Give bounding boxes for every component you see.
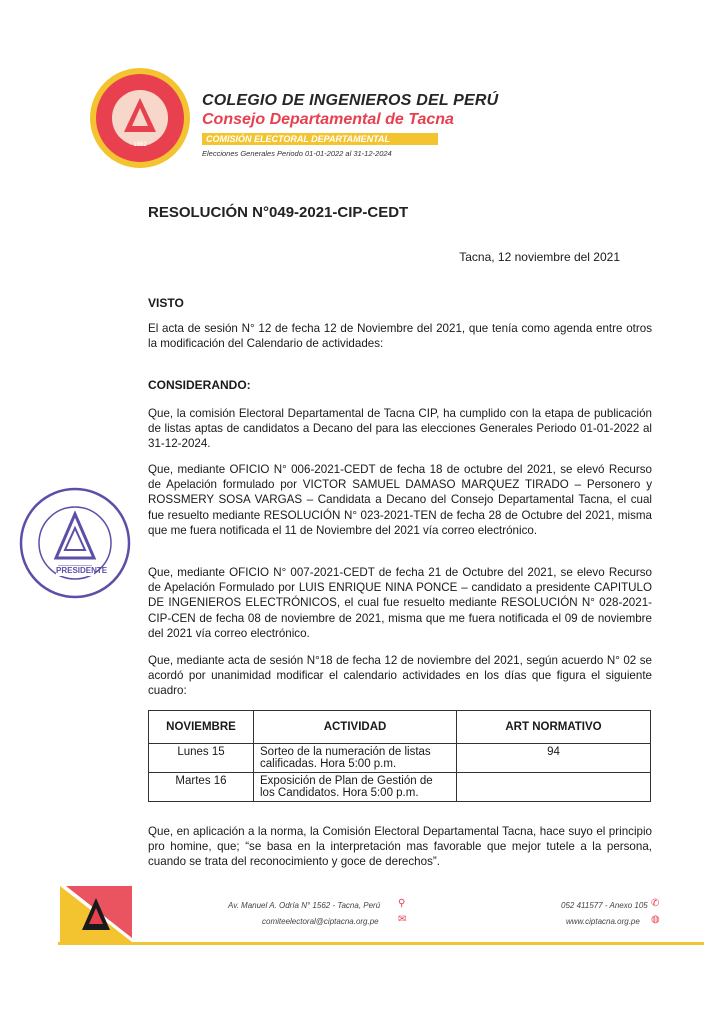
day-cell: Lunes 15 <box>149 744 254 773</box>
column-header: ACTIVIDAD <box>254 711 457 744</box>
considerando-paragraph-4: Que, mediante acta de sesión N°18 de fecha 12 de noviembre del 2021, según acuerdo N° 02 se acordó por unanimidad modificar el calendario actividades en los días que figura el siguiente cuadro: <box>148 654 652 698</box>
org-name: COLEGIO DE INGENIEROS DEL PERÚ <box>202 92 499 109</box>
considerando-paragraph-3: Que, mediante OFICIO N° 007-2021-CEDT de fecha 21 de Octubre del 2021, se elevo Recurso de Apelación Formulado por LUIS ENRIQUE NINA PONCE – candidato a presidente CAPITULO DE INGENIEROS ELECTRÓNICOS, el cual fue resuelto mediante RESOLUCIÓN N° 028-2021-CIP-CEN de fecha 08 de noviembre de 2021, misma que me fuera notificada el 09 de noviembre del 2021 vía correo electrónico. <box>148 566 652 640</box>
column-header: NOVIEMBRE <box>149 711 254 744</box>
article-cell <box>457 773 651 802</box>
visto-text: El acta de sesión N° 12 de fecha 12 de Noviembre del 2021, que tenía como agenda entre otros la modificación del Calendario de actividades: <box>148 322 652 351</box>
article-cell: 94 <box>457 744 651 773</box>
svg-text:· 1962 ·: · 1962 · <box>129 142 151 148</box>
footer-address: Av. Manuel A. Odría N° 1562 - Tacna, Perú <box>228 901 381 910</box>
activity-table <box>148 710 651 802</box>
organization-header <box>202 92 498 158</box>
location-pin-icon: ⚲ <box>398 898 406 909</box>
column-header: ART NORMATIVO <box>457 711 651 744</box>
visto-heading: VISTO <box>148 296 184 310</box>
table-row <box>149 744 651 773</box>
cip-seal-logo <box>88 66 192 170</box>
activity-cell: Sorteo de la numeración de listas calificadas. Hora 5:00 p.m. <box>254 744 457 773</box>
election-period: Elecciones Generales Periodo 01-01-2022 al 31-12-2024 <box>202 149 392 158</box>
table-header-row <box>149 711 651 744</box>
commission-banner: COMISIÓN ELECTORAL DEPARTAMENTAL <box>202 133 438 145</box>
footer-cip-logo <box>60 886 132 942</box>
considerando-heading: CONSIDERANDO: <box>148 378 251 392</box>
document-date: Tacna, 12 noviembre del 2021 <box>459 250 620 264</box>
presidente-stamp <box>18 486 132 600</box>
considerando-paragraph-1: Que, la comisión Electoral Departamental de Tacna CIP, ha cumplido con la etapa de publicación de listas aptas de candidatos a Decano del para las elecciones Generales Periodo 01-01-2022 al 31-12-2024. <box>148 407 652 451</box>
footer-email: comiteelectoral@ciptacna.org.pe <box>262 917 379 926</box>
day-cell: Martes 16 <box>149 773 254 802</box>
footer-divider <box>58 942 704 945</box>
resolution-title: RESOLUCIÓN N°049-2021-CIP-CEDT <box>148 204 409 221</box>
mail-icon: ✉ <box>398 914 407 925</box>
phone-icon: ✆ <box>651 898 660 909</box>
council-name: Consejo Departamental de Tacna <box>202 111 454 128</box>
footer-website: www.ciptacna.org.pe <box>566 917 640 926</box>
table-row <box>149 773 651 802</box>
activity-cell: Exposición de Plan de Gestión de los Candidatos. Hora 5:00 p.m. <box>254 773 457 802</box>
stamp-role-label: PRESIDENTE <box>56 566 108 575</box>
considerando-paragraph-2: Que, mediante OFICIO N° 006-2021-CEDT de fecha 18 de octubre del 2021, se elevó Recurso de Apelación formulado por VICTOR SAMUEL DAMASO MARQUEZ TIRADO – Personero y ROSSMERY SOSA VARGAS – Candidata a Decano del Consejo Departamental Tacna, el cual fue resuelto mediante RESOLUCIÓN N° 023-2021-TEN de fecha 28 de Octubre del 2021, misma que me fuera notificada el 11 de Noviembre del 2021 vía correo electrónico. <box>148 463 652 537</box>
globe-icon: ◍ <box>651 914 660 925</box>
considerando-paragraph-5: Que, en aplicación a la norma, la Comisión Electoral Departamental Tacna, hace suyo el principio pro homine, que; “se basa en la interpretación mas favorable que mejor tutele a la persona, cuando se trata del reconocimiento y goce de derechos”. <box>148 825 652 869</box>
footer-phone: 052 411577 - Anexo 105 <box>561 901 648 910</box>
